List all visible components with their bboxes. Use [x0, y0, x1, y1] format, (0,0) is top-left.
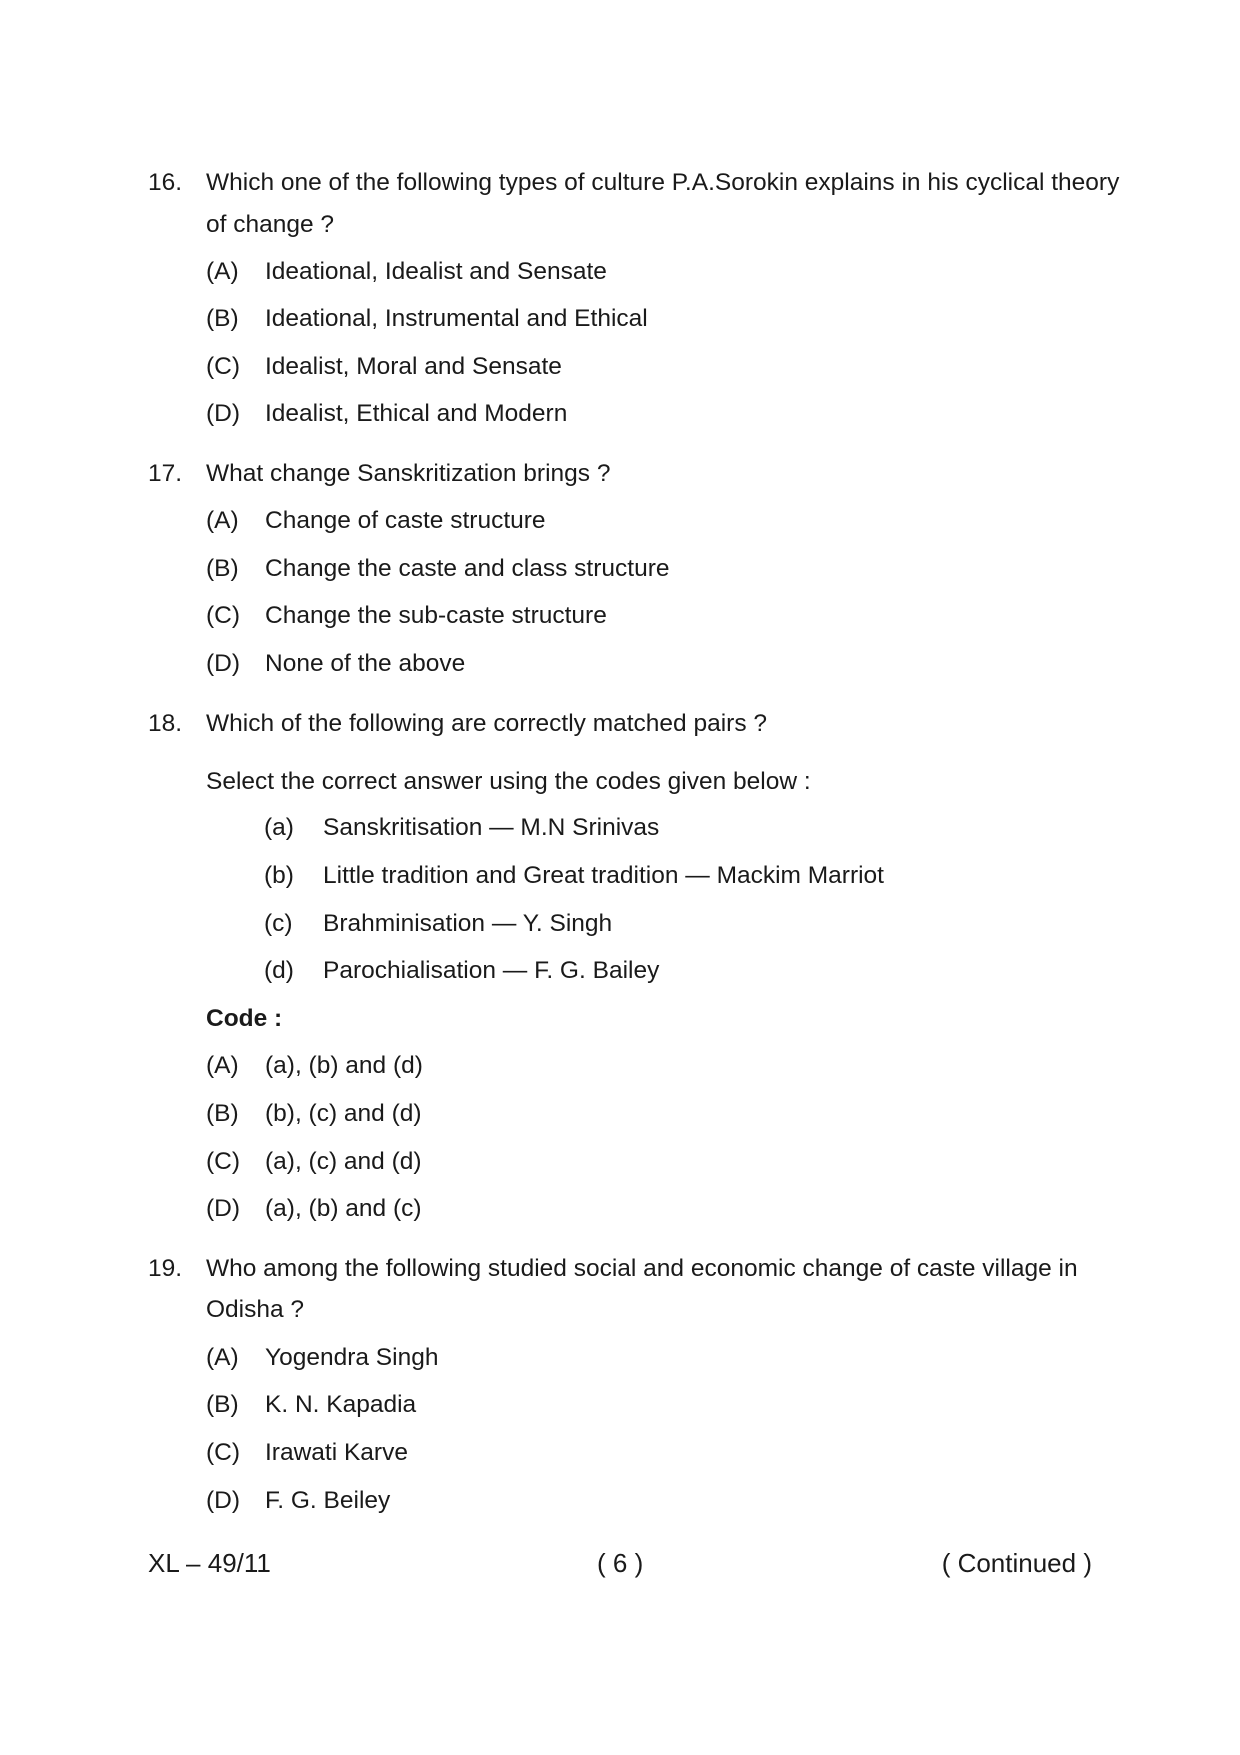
option-text: (a), (b) and (d) [265, 1052, 423, 1079]
pair-text: Parochialisation — F. G. Bailey [323, 957, 660, 984]
option-text: (a), (b) and (c) [265, 1195, 422, 1222]
question-19-text-line-1: Who among the following studied social and economic change of caste village in [206, 1255, 1078, 1282]
pair-label: (d) [264, 957, 294, 984]
option-text: Ideational, Instrumental and Ethical [265, 305, 648, 332]
option-text: Change of caste structure [265, 507, 546, 534]
question-16-text-line-1: Which one of the following types of culture P.A.Sorokin explains in his cyclical theory [206, 169, 1120, 196]
option-text: (b), (c) and (d) [265, 1100, 422, 1127]
question-16-number: 16. [148, 169, 183, 196]
option-text: None of the above [265, 650, 466, 677]
option-label: (B) [206, 1100, 239, 1127]
option-label: (D) [206, 650, 241, 677]
option-text: Change the caste and class structure [265, 555, 670, 582]
option-label: (A) [206, 1344, 239, 1371]
question-18-text-line-1: Which of the following are correctly matched pairs ? [206, 710, 768, 737]
code-heading: Code : [206, 1005, 283, 1032]
pair-text: Little tradition and Great tradition — Mackim Marriot [323, 862, 884, 889]
option-label: (C) [206, 1148, 241, 1175]
option-label: (B) [206, 555, 239, 582]
footer-continued: ( Continued ) [941, 1548, 1092, 1578]
option-text: Idealist, Moral and Sensate [265, 353, 562, 380]
option-text: Ideational, Idealist and Sensate [265, 258, 607, 285]
footer-page-number: ( 6 ) [597, 1548, 644, 1578]
option-label: (D) [206, 400, 241, 427]
option-label: (C) [206, 1439, 241, 1466]
question-19-number: 19. [148, 1255, 183, 1282]
option-text: Irawati Karve [265, 1439, 408, 1466]
option-label: (B) [206, 305, 239, 332]
pair-label: (c) [264, 910, 293, 937]
pair-text: Brahminisation — Y. Singh [323, 910, 613, 937]
question-16-text-line-2: of change ? [206, 211, 335, 238]
pair-label: (a) [264, 814, 294, 841]
pair-label: (b) [264, 862, 294, 889]
option-label: (C) [206, 353, 241, 380]
question-18-instruction-text: Select the correct answer using the codes given below : [206, 768, 811, 795]
pair-text: Sanskritisation — M.N Srinivas [323, 814, 660, 841]
option-text: Yogendra Singh [265, 1344, 439, 1371]
question-18-number: 18. [148, 710, 183, 737]
option-label: (A) [206, 1052, 239, 1079]
option-text: Change the sub-caste structure [265, 602, 607, 629]
option-text: Idealist, Ethical and Modern [265, 400, 568, 427]
option-label: (A) [206, 258, 239, 285]
option-text: F. G. Beiley [265, 1487, 391, 1514]
question-19-text-line-2: Odisha ? [206, 1296, 305, 1323]
option-label: (D) [206, 1487, 241, 1514]
option-label: (C) [206, 602, 241, 629]
option-text: K. N. Kapadia [265, 1391, 417, 1418]
option-text: (a), (c) and (d) [265, 1148, 422, 1175]
option-label: (B) [206, 1391, 239, 1418]
question-17-text-line-1: What change Sanskritization brings ? [206, 460, 611, 487]
option-label: (A) [206, 507, 239, 534]
option-label: (D) [206, 1195, 241, 1222]
question-17-number: 17. [148, 460, 183, 487]
footer-paper-code: XL – 49/11 [148, 1548, 271, 1578]
